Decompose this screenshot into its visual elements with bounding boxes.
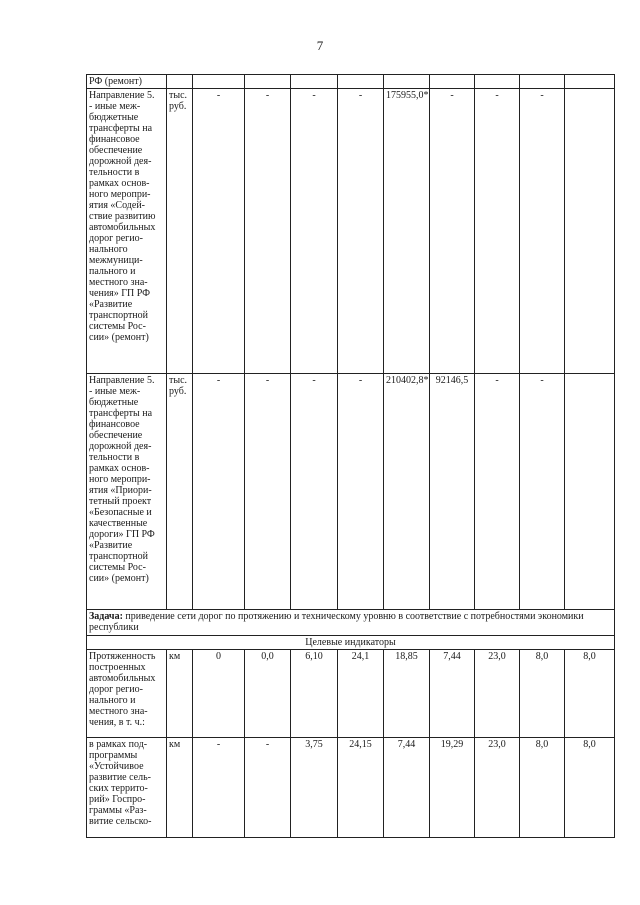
- task-cell: [87, 610, 615, 636]
- unit-cell: тыс. руб.: [167, 374, 193, 610]
- value-cell: 24,15: [338, 738, 384, 838]
- value-cell: -: [245, 374, 291, 610]
- value-cell: -: [245, 738, 291, 838]
- table-row: [87, 75, 615, 89]
- row-name-cell: РФ (ремонт): [87, 75, 167, 89]
- value-cell: 175955,0*: [384, 89, 430, 374]
- value-cell: 19,29: [430, 738, 475, 838]
- program-table: [86, 74, 615, 838]
- value-cell: -: [291, 374, 338, 610]
- value-cell: 0: [193, 650, 245, 738]
- value-cell: -: [338, 89, 384, 374]
- value-cell: 6,10: [291, 650, 338, 738]
- value-cell: 210402,8*: [384, 374, 430, 610]
- value-cell: 8,0: [565, 650, 615, 738]
- unit-cell: км: [167, 738, 193, 838]
- value-cell: -: [338, 374, 384, 610]
- value-cell: -: [430, 89, 475, 374]
- value-cell: -: [291, 89, 338, 374]
- value-cell: -: [193, 738, 245, 838]
- value-cell: 92146,5: [430, 374, 475, 610]
- table-row: [87, 610, 615, 636]
- value-cell: 23,0: [475, 738, 520, 838]
- page-number: 7: [316, 38, 324, 53]
- table-row: [87, 738, 615, 838]
- value-cell: 7,44: [384, 738, 430, 838]
- value-cell: 3,75: [291, 738, 338, 838]
- row-name-cell: Направление 5. - иные меж- бюджетные трансферты на финансовое обеспечение дорожной дея- тельности в рамках основ- ного меропри- ятия «Приори- тетный проект «Безопасные и качественные дороги» ГП РФ «Развитие транспортной системы Рос- сии» (ремонт): [87, 374, 167, 610]
- row-name-cell: в рамках под- программы «Устойчивое развитие сель- ских террито- рий» Госпро- граммы «Раз- витие сельско-: [87, 738, 167, 838]
- table-row: [87, 374, 615, 610]
- table-row: [87, 636, 615, 650]
- value-cell: 8,0: [565, 738, 615, 838]
- unit-cell: тыс. руб.: [167, 89, 193, 374]
- table-row: [87, 650, 615, 738]
- value-cell: 8,0: [520, 738, 565, 838]
- value-cell: -: [193, 89, 245, 374]
- value-cell: 24,1: [338, 650, 384, 738]
- value-cell: [565, 374, 615, 610]
- value-cell: -: [193, 374, 245, 610]
- value-cell: -: [520, 89, 565, 374]
- value-cell: -: [475, 374, 520, 610]
- value-cell: 7,44: [430, 650, 475, 738]
- value-cell: 18,85: [384, 650, 430, 738]
- task-label: Задача:: [89, 611, 123, 622]
- value-cell: -: [520, 374, 565, 610]
- value-cell: 8,0: [520, 650, 565, 738]
- unit-cell: км: [167, 650, 193, 738]
- row-name-cell: Направление 5. - иные меж- бюджетные трансферты на финансовое обеспечение дорожной дея- тельности в рамках основ- ного меропри- ятия «Содей- ствие развитию автомобильных дорог регио- нального межмуници- пального и местного зна- чения» ГП РФ «Развитие транспортной системы Рос- сии» (ремонт): [87, 89, 167, 374]
- task-text: приведение сети дорог по протяжению и техническому уровню в соответствие с потребностями экономики республики: [89, 611, 584, 633]
- value-cell: 0,0: [245, 650, 291, 738]
- section-header: Целевые индикаторы: [87, 636, 615, 650]
- value-cell: -: [475, 89, 520, 374]
- table-row: [87, 89, 615, 374]
- row-name-cell: Протяженность построенных автомобильных дорог регио- нального и местного зна- чения, в т. ч.:: [87, 650, 167, 738]
- value-cell: 23,0: [475, 650, 520, 738]
- value-cell: [565, 89, 615, 374]
- value-cell: -: [245, 89, 291, 374]
